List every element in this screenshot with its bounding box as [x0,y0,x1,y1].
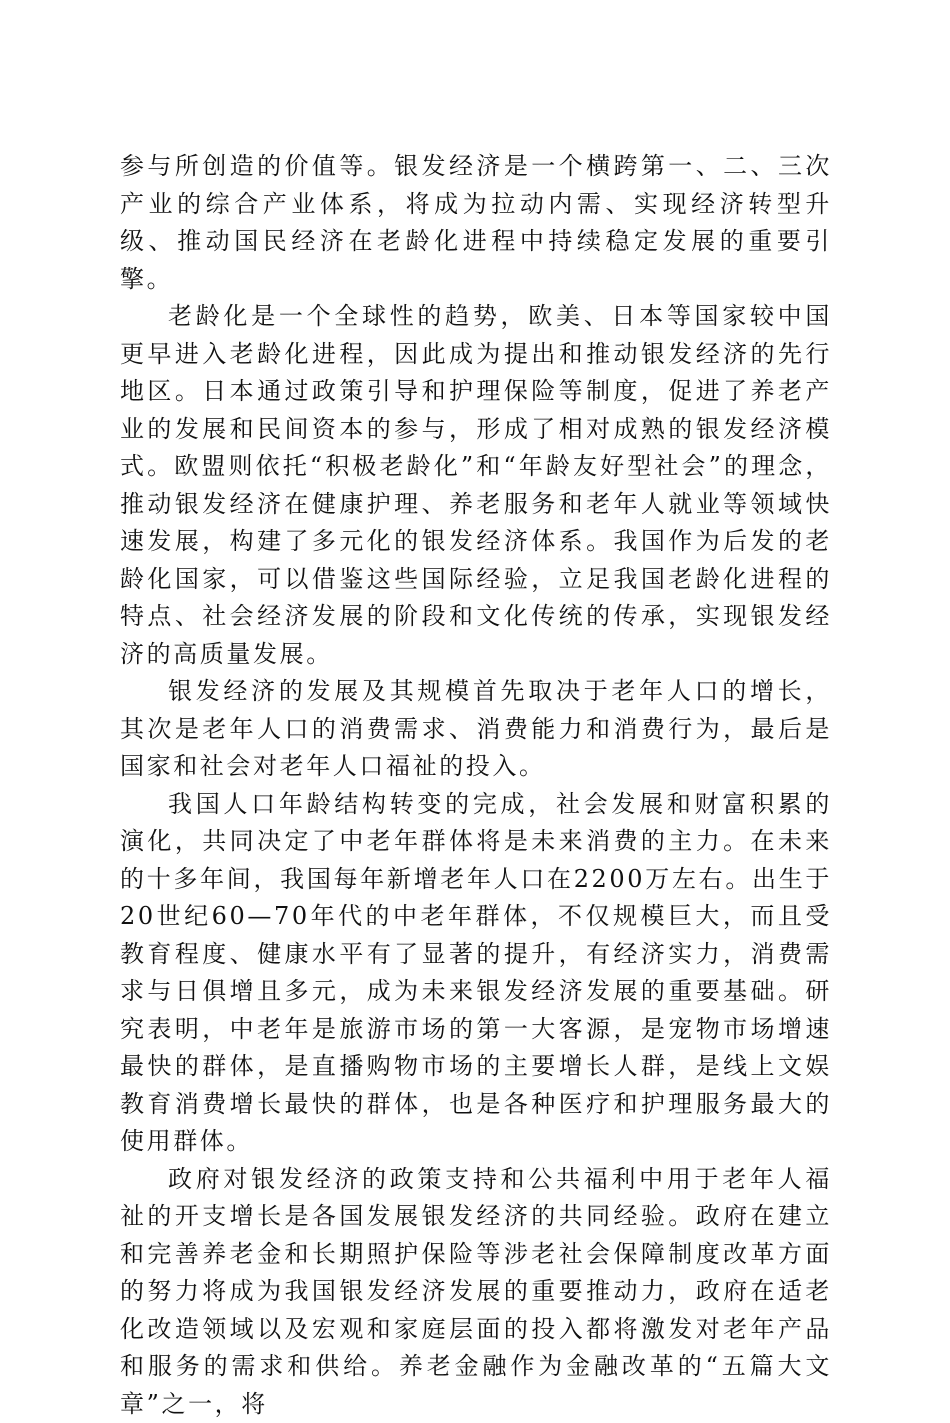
paragraph-continuation: 参与所创造的价值等。银发经济是一个横跨第一、二、三次产业的综合产业体系，将成为拉动内需、实现经济转型升级、推动国民经济在老龄化进程中持续稳定发展的重要引擎。 [120,148,832,298]
paragraph-consumption-main-force: 我国人口年龄结构转变的完成，社会发展和财富积累的演化，共同决定了中老年群体将是未来消费的主力。在未来的十多年间，我国每年新增老年人口在2200万左右。出生于20世纪60—70年代的中老年群体，不仅规模巨大，而且受教育程度、健康水平有了显著的提升，有经济实力，消费需求与日俱增且多元，成为未来银发经济发展的重要基础。研究表明，中老年是旅游市场的第一大客源，是宠物市场增速最快的群体，是直播购物市场的主要增长人群，是线上文娱教育消费增长最快的群体，也是各种医疗和护理服务最大的使用群体。 [120,786,832,1161]
paragraph-government-support: 政府对银发经济的政策支持和公共福利中用于老年人福祉的开支增长是各国发展银发经济的共同经验。政府在建立和完善养老金和长期照护保险等涉老社会保障制度改革方面的努力将成为我国银发经济发展的重要推动力，政府在适老化改造领域以及宏观和家庭层面的投入都将激发对老年产品和服务的需求和供给。养老金融作为金融改革的“五篇大文章”之一，将 [120,1161,832,1423]
paragraph-global-aging: 老龄化是一个全球性的趋势，欧美、日本等国家较中国更早进入老龄化进程，因此成为提出和推动银发经济的先行地区。日本通过政策引导和护理保险等制度，促进了养老产业的发展和民间资本的参与，形成了相对成熟的银发经济模式。欧盟则依托“积极老龄化”和“年龄友好型社会”的理念，推动银发经济在健康护理、养老服务和老年人就业等领域快速发展，构建了多元化的银发经济体系。我国作为后发的老龄化国家，可以借鉴这些国际经验，立足我国老龄化进程的特点、社会经济发展的阶段和文化传统的传承，实现银发经济的高质量发展。 [120,298,832,673]
body-text [120,148,832,1423]
paragraph-scale-factors: 银发经济的发展及其规模首先取决于老年人口的增长，其次是老年人口的消费需求、消费能力和消费行为，最后是国家和社会对老年人口福祉的投入。 [120,673,832,786]
